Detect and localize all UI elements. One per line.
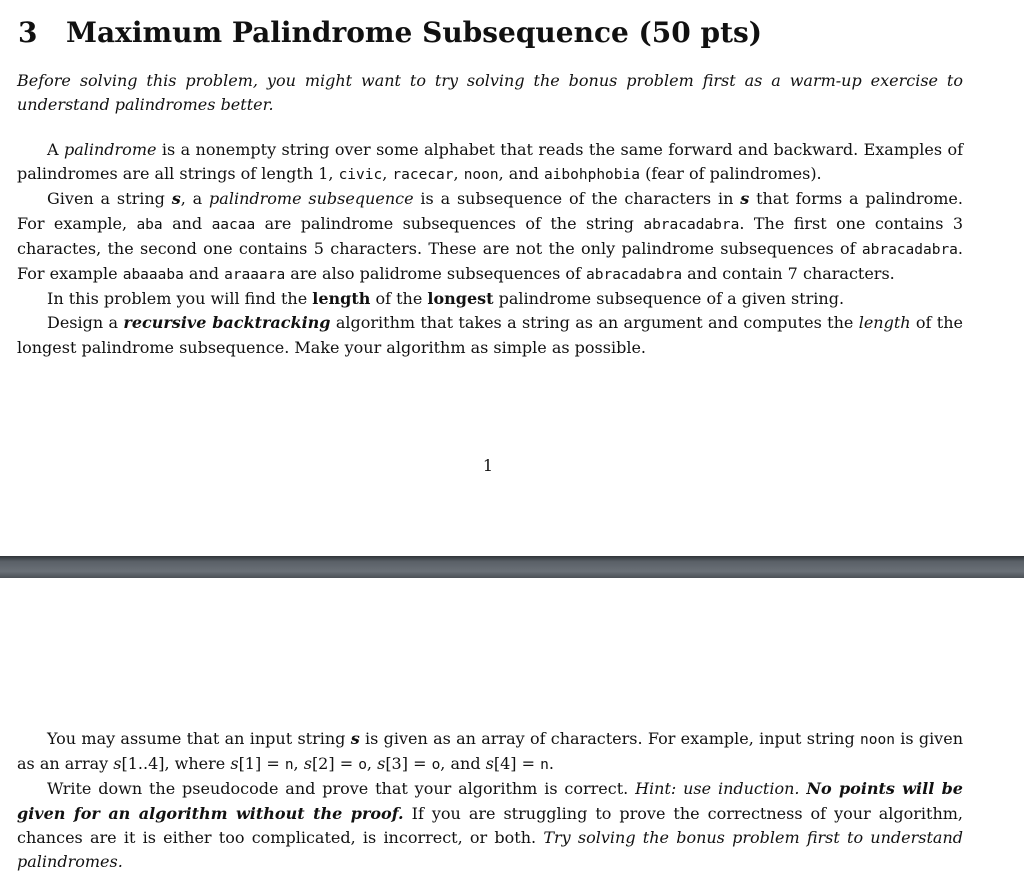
text-run: , a	[180, 189, 210, 209]
code-word: n	[284, 757, 294, 774]
hint-text: Hint: use induction.	[635, 779, 800, 799]
problem-body	[17, 138, 963, 360]
text-run: ,	[382, 164, 393, 184]
text-run: that forms a palindrome. For example,	[17, 189, 963, 233]
text-run: . The first one contains 3 charactes, the second one contains 5 characters. These are not the only palindrome subsequences of	[17, 213, 963, 258]
page-number: 1	[482, 456, 494, 475]
paragraph-input-format	[17, 727, 963, 777]
text-run: ,	[366, 754, 378, 774]
section-title: Maximum Palindrome Subsequence (50 pts)	[66, 16, 763, 49]
math-var: s	[171, 189, 181, 209]
text-run: ,	[293, 754, 304, 774]
text-run: (fear of palindromes).	[639, 164, 822, 184]
text-run: Write down the pseudocode and prove that your algorithm is correct.	[47, 779, 636, 799]
text-run: [3] =	[385, 754, 432, 774]
text-run: [2] =	[311, 754, 359, 774]
text-run: palindrome subsequence of a given string.	[493, 289, 845, 309]
text-run: is given as an array of characters. For example, input string	[359, 729, 860, 748]
code-word: n	[540, 757, 549, 774]
code-word: aacaa	[211, 216, 256, 233]
bold-term: longest	[427, 289, 494, 309]
text-run: [1..4], where	[121, 754, 231, 774]
code-word: aba	[136, 216, 163, 233]
text-run: Given a string	[47, 189, 172, 209]
code-word: o	[431, 757, 441, 774]
text-run: Design a	[47, 313, 124, 333]
section-heading	[18, 14, 762, 52]
math-var: s	[350, 729, 360, 748]
page-separator	[0, 556, 1024, 578]
text-run: are also palidrome subsequences of	[285, 264, 587, 284]
math-var: s	[485, 754, 494, 774]
text-run: of the	[370, 289, 428, 309]
text-run: , and	[498, 164, 544, 184]
code-word: abracadabra	[643, 216, 740, 233]
paragraph-design	[17, 311, 963, 359]
text-run: . For example	[17, 238, 963, 284]
intro-paragraph	[17, 69, 963, 117]
text-run: and	[162, 213, 212, 233]
section-number: 3	[18, 16, 38, 49]
code-word: noon	[463, 167, 499, 184]
text-run: If you are struggling to prove the correctness of your algorithm, chances are it is either too complicated, is incorrect, or both.	[17, 803, 964, 847]
code-word: noon	[860, 732, 895, 748]
math-var: s	[113, 754, 122, 774]
advice-text: Try solving the bonus problem first to understand palindromes.	[17, 827, 964, 872]
paragraph-palindrome-definition	[17, 138, 963, 187]
problem-continuation	[17, 727, 963, 874]
term-palindrome-subsequence: palindrome subsequence	[209, 189, 414, 209]
text-run: ,	[453, 164, 464, 184]
text-run: are palindrome subsequences of the string	[255, 213, 644, 233]
bold-italic-term: recursive backtracking	[123, 313, 331, 333]
code-word: o	[358, 757, 367, 774]
text-run: is given as an array	[17, 729, 963, 774]
math-var: s	[303, 754, 312, 774]
code-word: abracadabra	[861, 241, 958, 258]
code-word: civic	[338, 167, 383, 184]
code-word: racecar	[392, 167, 454, 184]
code-word: abracadabra	[586, 267, 683, 284]
code-word: aibohphobia	[543, 167, 640, 184]
text-run: is a subsequence of the characters in	[413, 189, 741, 209]
bold-term: length	[312, 289, 371, 309]
text-run: [1] =	[238, 754, 285, 774]
code-word: abaaaba	[122, 267, 184, 284]
math-var: s	[740, 189, 750, 209]
italic-term: length	[858, 313, 911, 333]
text-run: algorithm that takes a string as an argument and computes the	[330, 313, 859, 333]
code-word: araaara	[224, 267, 286, 284]
paragraph-subsequence-definition	[17, 187, 963, 287]
math-var: s	[230, 754, 239, 774]
text-run: .	[548, 754, 554, 774]
text-run: You may assume that an input string	[47, 729, 351, 748]
intro-text: Before solving this problem, you might want to try solving the bonus problem first as a warm-up exercise to understand palindromes better.	[17, 71, 963, 115]
text-run: A	[47, 140, 64, 159]
text-run: [4] =	[493, 754, 541, 774]
math-var: s	[377, 754, 386, 774]
document-page-2	[0, 578, 1024, 880]
warning-text: No points will be given for an algorithm without the proof.	[17, 779, 963, 823]
text-run: is a nonempty string over some alphabet that reads the same forward and backward. Examples of palindromes are all strings of length 1,	[17, 140, 964, 184]
text-run: and	[183, 264, 225, 284]
term-palindrome: palindrome	[63, 140, 157, 159]
text-run: , and	[440, 754, 486, 774]
text-run: In this problem you will find the	[47, 289, 313, 309]
text-run: and contain 7 characters.	[682, 264, 895, 284]
paragraph-proof-requirement	[17, 777, 963, 874]
text-run: of the longest palindrome subsequence. Make your algorithm as simple as possible.	[17, 313, 964, 357]
paragraph-task	[17, 287, 963, 311]
